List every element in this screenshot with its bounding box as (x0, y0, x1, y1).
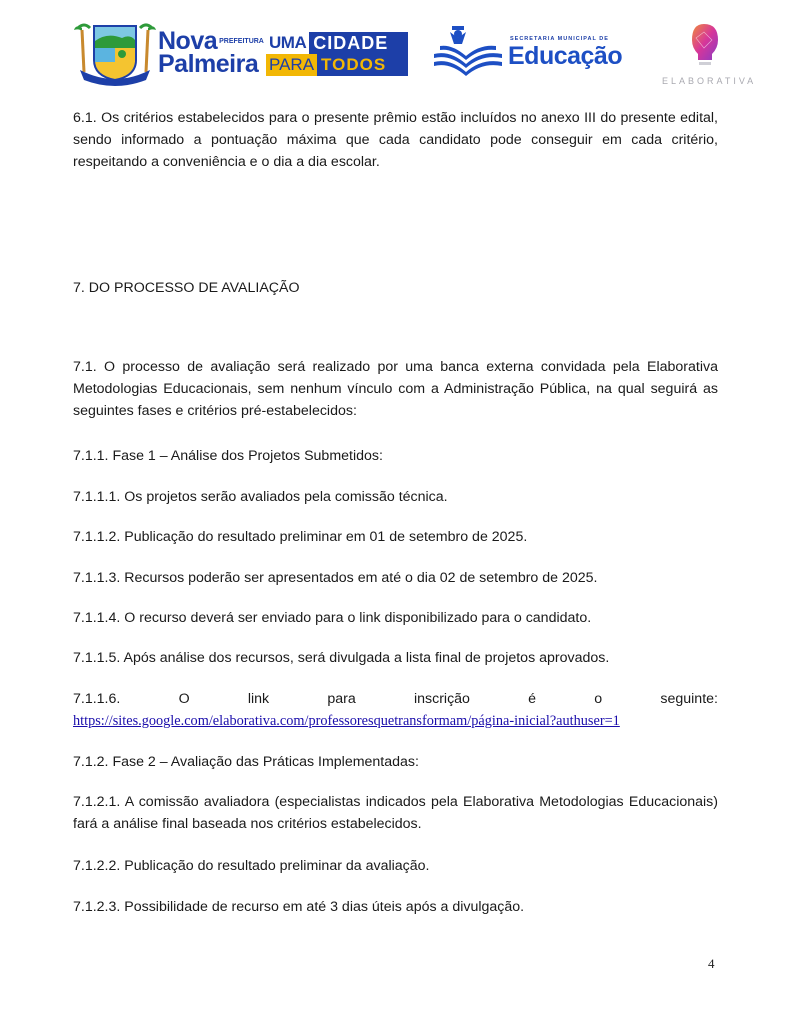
paragraph-7-1-1-3: 7.1.1.3. Recursos poderão ser apresentados em até o dia 02 de setembro de 2025. (73, 570, 598, 586)
paragraph-7-1-1-5: 7.1.1.5. Após análise dos recursos, será divulgada a lista final de projetos aprovados. (73, 650, 610, 666)
slogan-word-uma: UMA (269, 33, 307, 52)
secretaria-subtitle: SECRETARIA MUNICIPAL DE (510, 36, 609, 42)
word: 7.1.1.6. (73, 691, 121, 707)
logo-word-prefeitura: PREFEITURA (219, 38, 264, 46)
paragraph-7-1-1-1: 7.1.1.1. Os projetos serão avaliados pela comissão técnica. (73, 489, 448, 505)
paragraph-7-1-2-2: 7.1.2.2. Publicação do resultado preliminar da avaliação. (73, 858, 430, 874)
paragraph-7-1-2-3: 7.1.2.3. Possibilidade de recurso em até 3 dias úteis após a divulgação. (73, 899, 525, 915)
educacao-title: Educação (508, 42, 623, 70)
paragraph-7-1-1: 7.1.1. Fase 1 – Análise dos Projetos Submetidos: (73, 448, 383, 464)
secretaria-educacao-logo (432, 24, 632, 80)
paragraph-7-1-1-2: 7.1.1.2. Publicação do resultado preliminar em 01 de setembro de 2025. (73, 529, 528, 545)
paragraph-7-1-2: 7.1.2. Fase 2 – Avaliação das Práticas Implementadas: (73, 754, 419, 770)
lightbulb-icon (660, 14, 750, 74)
prefeitura-nova-palmeira-logo (158, 27, 264, 79)
elaborativa-name: ELABORATIVA (662, 76, 757, 86)
slogan-word-para: PARA (266, 54, 317, 76)
word: seguinte: (660, 691, 718, 707)
section-7-heading: 7. DO PROCESSO DE AVALIAÇÃO (73, 280, 300, 296)
paragraph-6-1: 6.1. Os critérios estabelecidos para o presente prêmio estão incluídos no anexo III do presente edital, sendo informado a pontuação máxima que cada candidato pode conseguir em cada critério, respeitando a conveniência e o dia a dia escolar. (73, 110, 718, 170)
word: o (594, 691, 603, 707)
paragraph-7-1-1-4: 7.1.1.4. O recurso deverá ser enviado para o link disponibilizado para o candidato. (73, 610, 592, 626)
word: é (528, 691, 537, 707)
page-number: 4 (708, 956, 715, 971)
word: O (178, 691, 190, 707)
word: link (247, 691, 270, 707)
slogan-word-todos: TODOS (317, 54, 408, 76)
slogan-logo (266, 32, 408, 76)
paragraph-7-1-2-1: 7.1.2.1. A comissão avaliadora (especialistas indicados pela Elaborativa Metodologias Educacionais) fará a análise final baseada nos critérios estabelecidos. (73, 794, 718, 832)
paragraph-7-1-1-6-line (73, 688, 718, 710)
page-header (0, 0, 791, 100)
paragraph-7-1-1-6 (73, 688, 718, 732)
open-book-graduate-icon (432, 24, 504, 80)
paragraph-7-1: 7.1. O processo de avaliação será realizado por uma banca externa convidada pela Elaborativa Metodologias Educacionais, sem nenhum vínculo com a Administração Pública, na qual seguirá as seguintes fases e critérios pré-estabelecidos: (73, 359, 718, 419)
word: inscrição (413, 691, 470, 707)
nova-palmeira-crest-logo (72, 22, 158, 86)
logo-word-palmeira: Palmeira (158, 50, 259, 79)
elaborativa-logo (660, 14, 757, 94)
registration-link[interactable]: https://sites.google.com/elaborativa.com/professoresquetransformam/página-inicial?authuser=1 (73, 713, 620, 729)
word: para (327, 691, 356, 707)
slogan-word-cidade: CIDADE (309, 32, 408, 54)
logo-word-nova: Nova (158, 27, 218, 55)
